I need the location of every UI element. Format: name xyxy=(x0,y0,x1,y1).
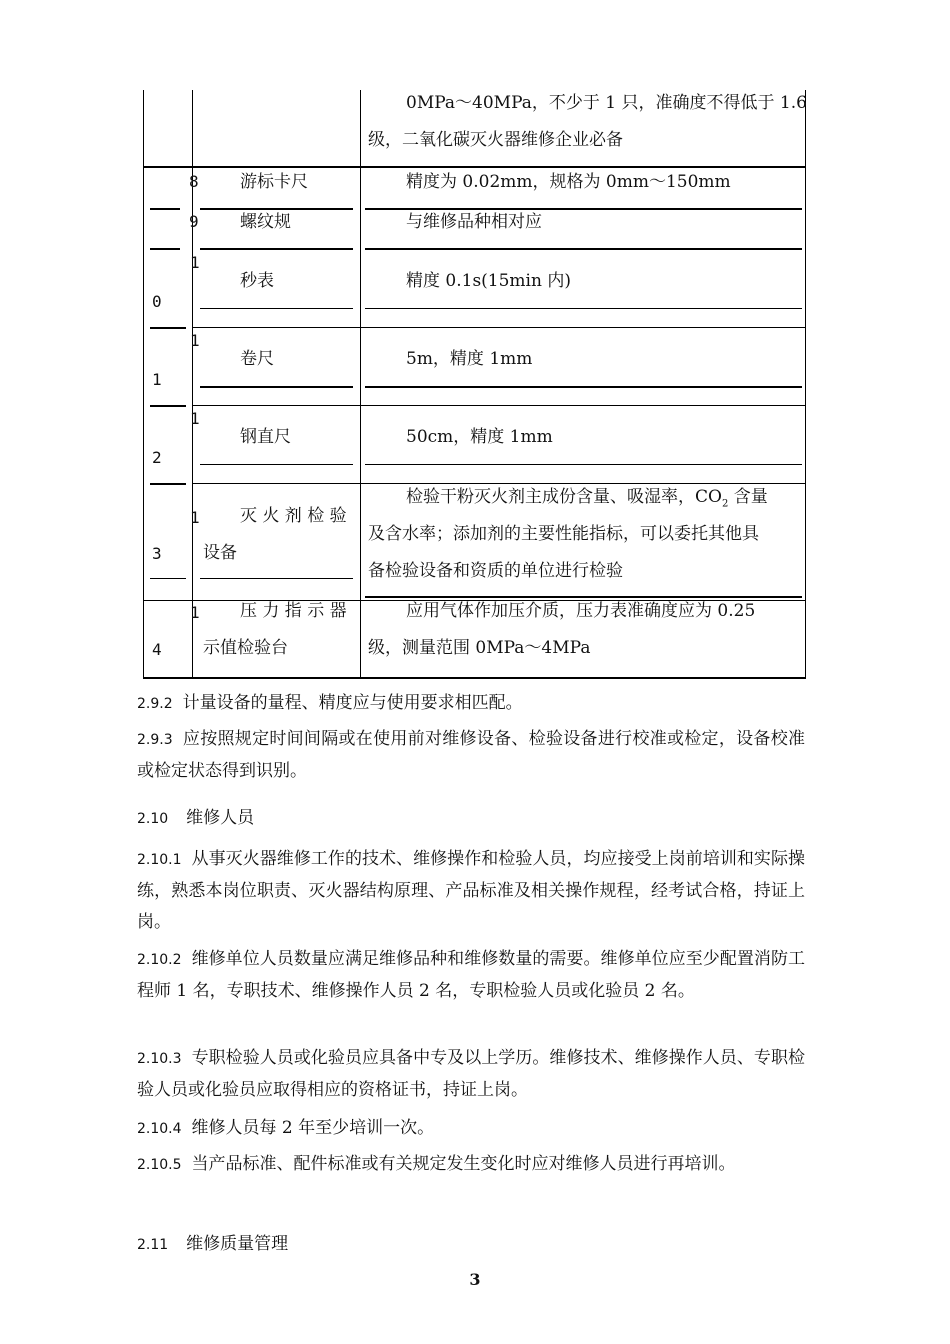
clause-text: 维修单位人员数量应满足维修品种和维修数量的需要。维修单位应至少配置消防工程师 1 名，专职技术、维修操作人员 2 名，专职检验人员或化验员 2 名。 xyxy=(137,949,805,1001)
cell-number: 8 xyxy=(189,172,199,191)
clause-2-10-5 xyxy=(137,1149,805,1181)
row-divider xyxy=(365,464,802,465)
row-divider xyxy=(150,405,186,407)
section-number: 2.10 xyxy=(137,811,169,827)
row-divider xyxy=(150,208,180,210)
cell-number-top: 1 xyxy=(190,253,200,272)
cell-name: 秒表 xyxy=(240,271,274,291)
row-divider xyxy=(150,578,186,579)
cell-description: 级，测量范围 0MPa～4MPa xyxy=(368,638,591,658)
row-divider xyxy=(200,578,353,579)
clause-number: 2.9.2 xyxy=(137,696,173,712)
cell-description: 应用气体作加压介质，压力表准确度应为 0.25 xyxy=(406,601,756,621)
subscript-2: 2 xyxy=(721,498,729,510)
cell-name: 螺纹规 xyxy=(240,212,291,232)
clause-2-10-3 xyxy=(137,1043,805,1106)
clause-text: 应按照规定时间间隔或在使用前对维修设备、检验设备进行校准或检定，设备校准或检定状态得到识别。 xyxy=(137,729,805,781)
cell-number-bottom: 3 xyxy=(152,544,162,563)
cell-number-top: 1 xyxy=(190,409,200,428)
clause-text: 从事灭火器维修工作的技术、维修操作和检验人员，均应接受上岗前培训和实际操练，熟悉本岗位职责、灭火器结构原理、产品标准及相关操作规程，经考试合格，持证上岗。 xyxy=(137,849,805,932)
section-number: 2.11 xyxy=(137,1237,169,1253)
clause-text: 维修人员每 2 年至少培训一次。 xyxy=(191,1118,435,1138)
clause-number: 2.9.3 xyxy=(137,732,173,748)
cell-number: 9 xyxy=(189,212,199,231)
clause-text: 计量设备的量程、精度应与使用要求相匹配。 xyxy=(182,693,523,713)
cell-number-top: 1 xyxy=(190,603,200,622)
section-heading-2-10 xyxy=(137,803,254,828)
row-divider xyxy=(150,483,186,485)
clause-number: 2.10.4 xyxy=(137,1121,182,1137)
row-divider xyxy=(365,386,802,388)
section-title: 维修人员 xyxy=(186,808,255,828)
clause-2-10-4 xyxy=(137,1113,805,1145)
cell-name: 游标卡尺 xyxy=(240,172,308,192)
clause-2-9-2 xyxy=(137,688,805,720)
cell-name: 压 力 指 示 器 xyxy=(240,601,347,621)
cell-description: 0MPa～40MPa，不少于 1 只，准确度不得低于 1.6 xyxy=(406,93,807,113)
cell-number-bottom: 1 xyxy=(152,370,162,389)
row-divider xyxy=(150,327,186,329)
cell-number-bottom: 4 xyxy=(152,640,162,659)
cell-description-text: 含量 xyxy=(728,487,768,507)
cell-description: 与维修品种相对应 xyxy=(406,212,542,232)
clause-number: 2.10.1 xyxy=(137,852,182,868)
cell-description: 50cm，精度 1mm xyxy=(406,427,553,447)
row-divider xyxy=(200,386,353,388)
cell-name: 灭 火 剂 检 验 xyxy=(240,506,347,526)
page-number: 3 xyxy=(469,1270,481,1289)
cell-number-top: 1 xyxy=(190,508,200,527)
clause-number: 2.10.5 xyxy=(137,1157,182,1173)
clause-2-10-2 xyxy=(137,944,805,1007)
table-border-bottom xyxy=(143,677,806,679)
row-divider xyxy=(200,248,353,250)
cell-name: 示值检验台 xyxy=(203,638,288,658)
cell-number-top: 1 xyxy=(190,331,200,350)
clause-2-9-3 xyxy=(137,724,805,787)
section-title: 维修质量管理 xyxy=(186,1234,289,1254)
row-divider xyxy=(192,405,806,406)
clause-number: 2.10.2 xyxy=(137,952,182,968)
cell-description: 精度 0.1s(15min 内) xyxy=(406,271,571,291)
row-divider xyxy=(365,308,802,309)
section-heading-2-11 xyxy=(137,1229,288,1254)
clause-2-10-1 xyxy=(137,844,805,938)
cell-description: 级，二氧化碳灭火器维修企业必备 xyxy=(368,130,623,150)
cell-name: 设备 xyxy=(203,543,237,563)
cell-name: 卷尺 xyxy=(240,349,274,369)
cell-description: 及含水率；添加剂的主要性能指标，可以委托其他具 xyxy=(368,524,759,544)
cell-description: 精度为 0.02mm，规格为 0mm～150mm xyxy=(406,172,731,192)
cell-name: 钢直尺 xyxy=(240,427,291,447)
clause-text: 当产品标准、配件标准或有关规定发生变化时应对维修人员进行再培训。 xyxy=(191,1154,736,1174)
clause-number: 2.10.3 xyxy=(137,1051,182,1067)
row-divider xyxy=(150,248,180,250)
row-divider xyxy=(365,248,802,250)
row-divider xyxy=(192,327,806,328)
table-border-right xyxy=(805,90,806,678)
clause-text: 专职检验人员或化验员应具备中专及以上学历。维修技术、维修操作人员、专职检验人员或化验员应取得相应的资格证书，持证上岗。 xyxy=(137,1048,805,1100)
cell-number-bottom: 2 xyxy=(152,448,162,467)
cell-description: 5m，精度 1mm xyxy=(406,349,533,369)
row-divider xyxy=(200,464,353,465)
table-column-divider-2 xyxy=(360,90,361,678)
row-divider xyxy=(200,308,353,309)
cell-description: 备检验设备和资质的单位进行检验 xyxy=(368,561,623,581)
cell-number-bottom: 0 xyxy=(152,292,162,311)
cell-description-text: 检验干粉灭火剂主成份含量、吸湿率，CO xyxy=(406,487,722,507)
table-border-left xyxy=(143,90,144,678)
